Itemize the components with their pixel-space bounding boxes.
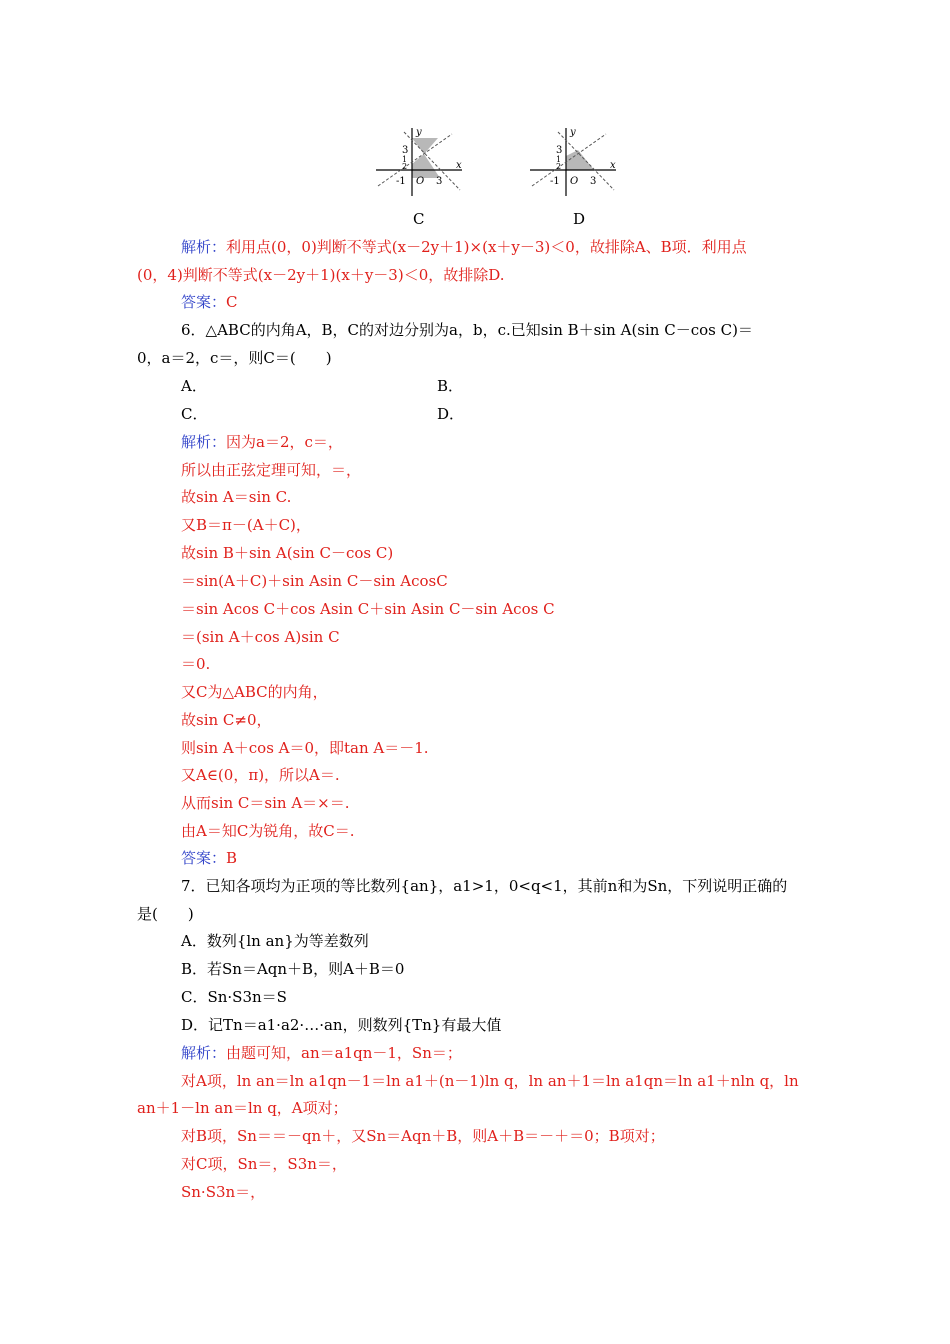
analysis-label: 解析： <box>181 433 227 451</box>
figure-d-tick-half: 1 <box>556 155 562 164</box>
figure-d-origin: O <box>570 176 579 187</box>
figure-c-y-label: y <box>416 127 422 138</box>
text-line-content: B <box>226 849 238 867</box>
text-line: 7．已知各项均为正项的等比数列{an}，a1>1，0<q<1，其前n和为Sn，下列说明正确的 <box>181 877 788 895</box>
text-line: 从而sin C＝sin A＝×＝. <box>181 794 350 812</box>
option-d: D．记Tn＝a1·a2·…·an，则数列{Tn}有最大值 <box>181 1016 502 1034</box>
option-a: A． <box>181 377 207 395</box>
text-line: Sn·S3n＝， <box>181 1183 266 1201</box>
figure-c-shaded-region-lower <box>412 154 440 178</box>
text-line: ＝sin(A＋C)＋sin Asin C－sin AcosC <box>181 572 448 590</box>
figure-c-origin: O <box>416 176 425 187</box>
text-line-content: 利用点(0，0)判断不等式(x－2y＋1)×(x＋y－3)＜0，故排除A、B项．利用点 <box>226 238 747 256</box>
figure-c-label: C <box>413 210 425 228</box>
text-line: 6．△ABC的内角A，B，C的对边分别为a，b，c.已知sin B＋sin A(sin C－cos C)＝ <box>181 321 753 339</box>
text-line: 则sin A＋cos A＝0，即tan A＝－1. <box>181 739 429 757</box>
text-line-content: 因为a＝2，c＝， <box>226 433 343 451</box>
text-line <box>181 237 747 257</box>
figure-c-tick-3: 3 <box>402 145 409 156</box>
text-line <box>181 1043 462 1063</box>
text-line: 对C项，Sn＝，S3n＝， <box>181 1155 347 1173</box>
text-line: 0，a＝2，c＝，则C＝( ) <box>137 349 332 367</box>
answer-label: 答案： <box>181 849 227 867</box>
text-line <box>181 432 343 452</box>
text-line: 又C为△ABC的内角， <box>181 683 328 701</box>
text-line: 又B＝π－(A＋C)， <box>181 516 311 534</box>
text-line: 对A项，ln an＝ln a1qn－1＝ln a1＋(n－1)ln q，ln an＋1＝ln a1qn＝ln a1＋nln q，ln <box>181 1072 799 1090</box>
figure-d-graph <box>528 126 620 198</box>
option-b: B．若Sn＝Aqn＋B，则A＋B＝0 <box>181 960 405 978</box>
analysis-label: 解析： <box>181 238 227 256</box>
figure-c-shaded-region <box>412 138 438 154</box>
option-b: B． <box>437 377 464 395</box>
option-c: C． <box>181 405 208 423</box>
text-line: 故sin A＝sin C. <box>181 488 292 506</box>
figure-c-x-label: x <box>456 160 462 171</box>
figure-c-tick-x3: 3 <box>436 176 443 187</box>
figure-d-tick-3: 3 <box>556 145 563 156</box>
figure-d-tick-half-den: 2 <box>556 162 562 171</box>
figure-d-y-label: y <box>570 127 576 138</box>
answer-label: 答案： <box>181 293 227 311</box>
option-c: C．Sn·S3n＝S <box>181 988 287 1006</box>
option-d: D． <box>437 405 465 423</box>
text-line: 由A＝知C为锐角，故C＝. <box>181 822 355 840</box>
figure-c-tick-half-den: 2 <box>402 162 408 171</box>
text-line: 是( ) <box>137 905 194 923</box>
figure-c-tick-neg1: -1 <box>396 176 406 187</box>
text-line-content: 由题可知，an＝a1qn－1，Sn＝； <box>226 1044 462 1062</box>
figure-d-x-label: x <box>610 160 616 171</box>
option-a: A．数列{ln an}为等差数列 <box>181 932 369 950</box>
text-line: ＝(sin A＋cos A)sin C <box>181 628 340 646</box>
figure-d-tick-neg1: -1 <box>550 176 560 187</box>
text-line: 故sin B＋sin A(sin C－cos C) <box>181 544 394 562</box>
text-line: ＝0. <box>181 655 211 673</box>
text-line-content: C <box>226 293 238 311</box>
figure-d-shaded-region <box>566 150 594 170</box>
text-line: 故sin C≠0， <box>181 711 272 729</box>
analysis-label: 解析： <box>181 1044 227 1062</box>
text-line: an＋1－ln an＝ln q，A项对； <box>137 1099 348 1117</box>
text-line <box>181 848 237 868</box>
text-line: ＝sin Acos C＋cos Asin C＋sin Asin C－sin Acos C <box>181 600 555 618</box>
figure-d-label: D <box>573 210 586 228</box>
text-line: 又A∈(0，π)，所以A＝. <box>181 766 340 784</box>
text-line: (0，4)判断不等式(x－2y＋1)(x＋y－3)＜0，故排除D. <box>137 266 505 284</box>
text-line: 所以由正弦定理可知，＝， <box>181 461 362 479</box>
text-line <box>181 292 238 312</box>
figure-d-tick-x3: 3 <box>590 176 597 187</box>
figure-c-graph <box>374 126 466 198</box>
text-line: 对B项，Sn＝＝－qn＋，又Sn＝Aqn＋B，则A＋B＝－＋＝0；B项对； <box>181 1127 665 1145</box>
figure-c-tick-half: 1 <box>402 155 408 164</box>
